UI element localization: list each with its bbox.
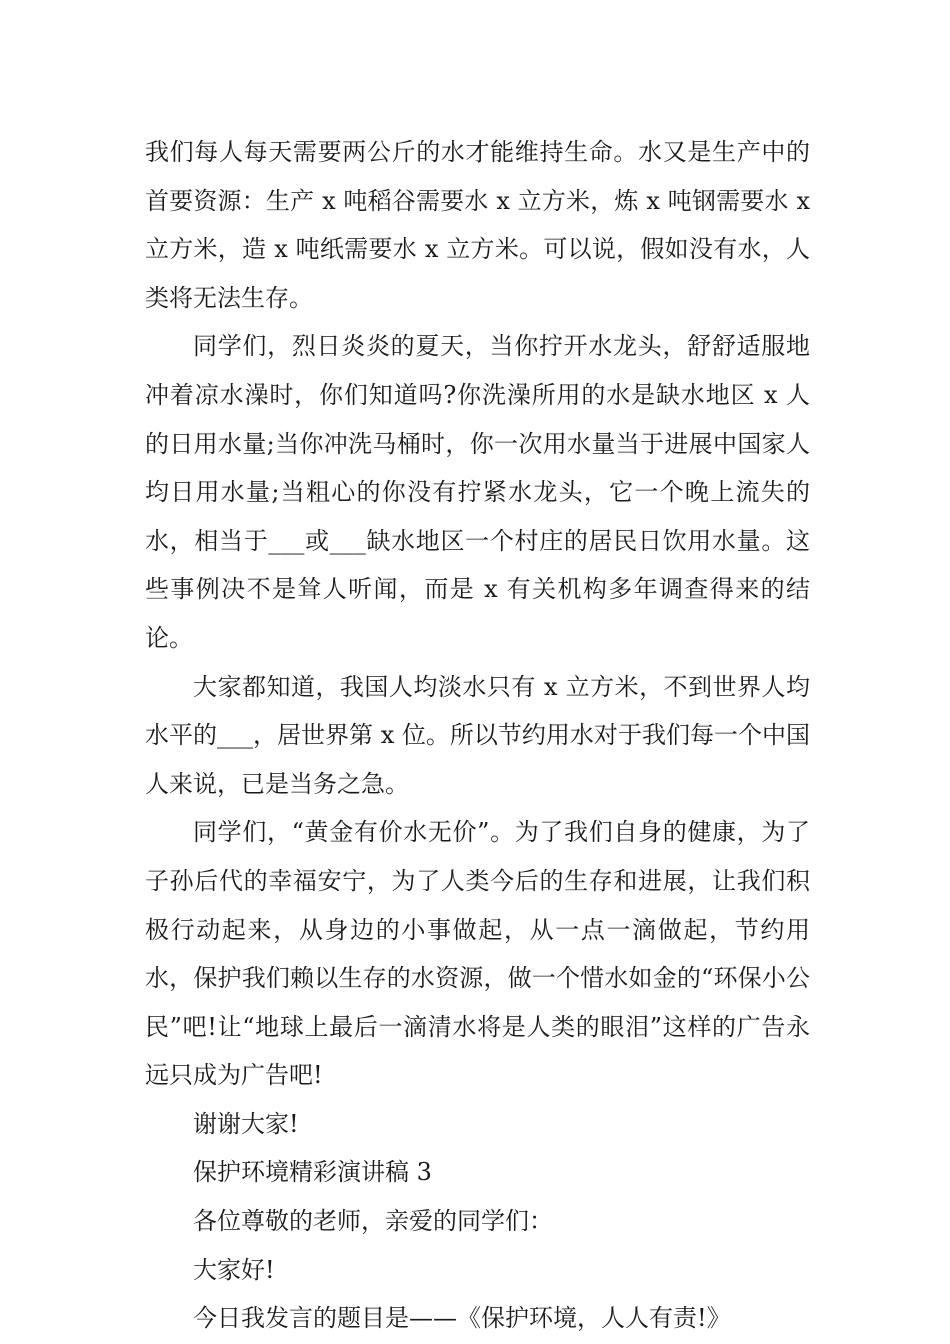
document-body (145, 128, 810, 1343)
paragraph-call-to-action: 同学们，“黄金有价水无价”。为了我们自身的健康，为了子孙后代的幸福安宁，为了人类今后的生存和进展，让我们积极行动起来，从身边的小事做起，从一点一滴做起，节约用水，保护我们赖以生存的水资源，做一个惜水如金的“环保小公民”吧!让“地球上最后一滴清水将是人类的眼泪”这样的广告永远只成为广告吧! (145, 818, 810, 1090)
section-title: 保护环境精彩演讲稿 3 (193, 1158, 432, 1187)
paragraph-thanks: 谢谢大家! (193, 1109, 299, 1138)
paragraph-per-capita-freshwater: 大家都知道，我国人均淡水只有 x 立方米，不到世界人均水平的___，居世界第 x 位。所以节约用水对于我们每一个中国人来说，已是当务之急。 (145, 672, 810, 798)
paragraph-salutation: 各位尊敬的老师，亲爱的同学们： (193, 1207, 553, 1236)
paragraph-shower-water-usage: 同学们，烈日炎炎的夏天，当你拧开水龙头，舒舒适服地冲着凉水澡时，你们知道吗?你洗澡所用的水是缺水地区 x 人的日用水量;当你冲洗马桶时，你一次用水量当于进展中国家人均日用水量;当粗心的你没有拧紧水龙头，它一个晚上流失的水，相当于___或___缺水地区一个村庄的居民日饮用水量。这些事例决不是耸人听闻，而是 x 有关机构多年调查得来的结论。 (145, 332, 810, 652)
paragraph-speech-topic: 今日我发言的题目是——《保护环境，人人有责!》 (193, 1304, 731, 1333)
paragraph-greeting: 大家好! (193, 1255, 275, 1284)
paragraph-water-necessity: 我们每人每天需要两公斤的水才能维持生命。水又是生产中的首要资源：生产 x 吨稻谷需要水 x 立方米，炼 x 吨钢需要水 x 立方米，造 x 吨纸需要水 x 立方米。可以说，假如没有水，人类将无法生存。 (145, 138, 810, 312)
